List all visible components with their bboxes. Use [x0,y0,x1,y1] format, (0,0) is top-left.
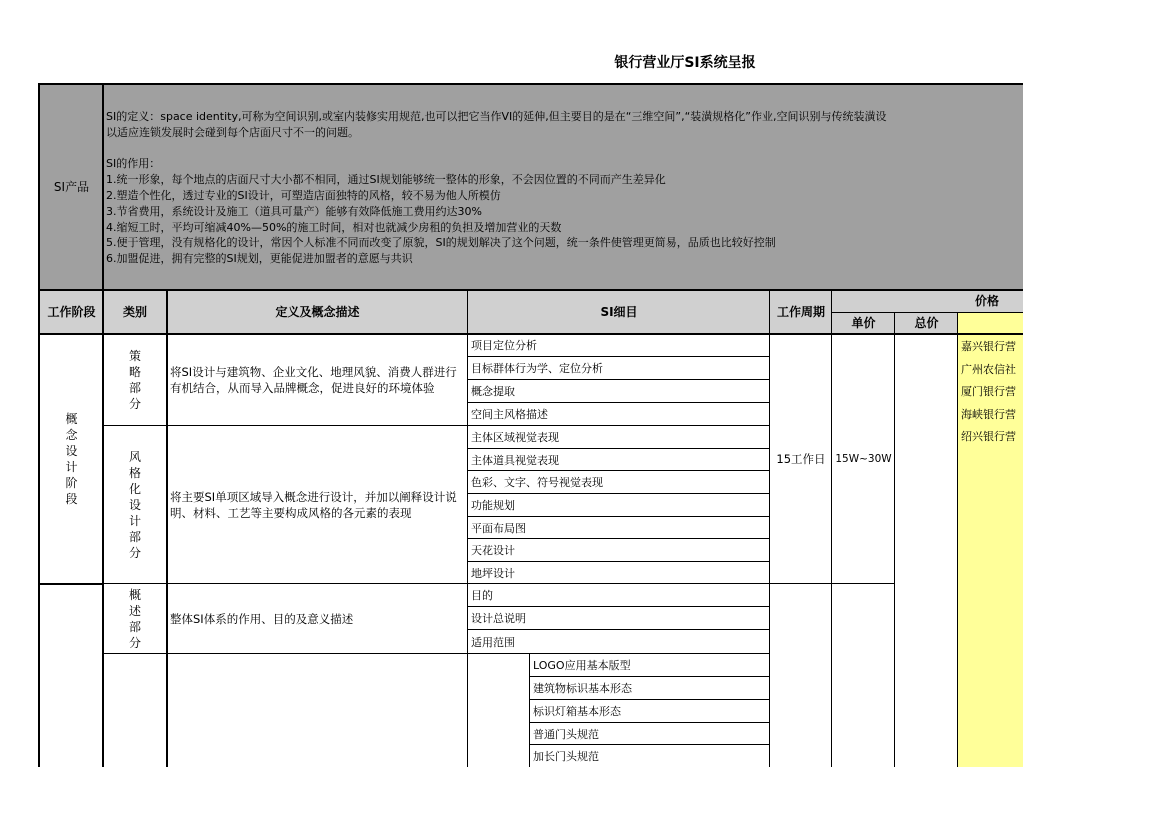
header-unit-price: 单价 [832,312,895,334]
reference-item: 厦门银行营 [961,385,1016,399]
grid-line [529,654,530,767]
grid-line [102,583,468,584]
category-style: 风格化设计部分 [128,450,141,560]
header-category: 类别 [103,290,167,334]
si-detail-item: 色彩、文字、符号视觉表现 [471,476,603,489]
si-detail-item: 目标群体行为学、定位分析 [471,362,603,375]
grid-line [529,699,770,700]
grid-line [529,676,770,677]
si-detail-item: 主体道具视觉表现 [471,453,559,467]
header-definition: 定义及概念描述 [167,290,468,334]
reference-item: 海峡银行营 [961,407,1016,421]
si-detail-item: 目的 [471,589,493,602]
category-strategy: 策略部分 [128,349,141,411]
grid-line [769,583,895,584]
header-si-detail: SI细目 [468,290,770,334]
grid-line [529,722,770,723]
header-stage: 工作阶段 [40,290,103,334]
grid-line [467,583,770,584]
grid-line [467,516,770,517]
grid-line [38,583,102,585]
si-detail-item: 空间主风格描述 [471,408,548,421]
grid-line [467,629,770,630]
si-detail-item: 平面布局图 [471,521,526,535]
si-sub-item: 建筑物标识基本形态 [533,682,632,695]
stage-concept-design: 概念设计阶段 [65,412,78,506]
grid-line [467,606,770,607]
grid-line [166,289,168,767]
grid-line [467,402,770,403]
grid-line [957,312,958,767]
si-detail-item: 主体区域视觉表现 [471,431,559,444]
grid-line [467,561,770,562]
grid-line [38,333,1023,335]
grid-line [467,538,770,539]
si-detail-item: 概念提取 [471,385,515,398]
grid-line [467,289,468,767]
grid-line [831,289,832,767]
si-detail-item: 适用范围 [471,635,515,649]
grid-line [467,470,770,471]
grid-line [467,425,770,426]
reference-item: 嘉兴银行营 [961,340,1016,353]
reference-item: 广州农信社 [961,362,1016,376]
category-overview: 概述部分 [128,588,141,650]
header-reference-blank [958,312,1023,334]
unit-price-concept: 15W~30W [835,452,892,465]
si-product-description: SI的定义：space identity,可称为空间识别,或室内装修实用规范,也可以把它当作VI的延伸,但主要目的是在“三维空间”,“装潢规格化”作业,空间识别与传统装潢设 以适应连锁发展时会碰到每个店面尺寸不一的问题。 SI的作用： 1.统一形象，每个地点的店面尺寸大小都不相同，通过SI规划能够统一整体的形象，不会因位置的不同而产生差异化 2.塑造个性化，透过专业的SI设计，可塑造店面独特的风格，较不易为他人所模仿 3.节省费用，系统设计及施工（道具可量产）能够有效降低施工费用约达30% 4.缩短工时，平均可缩减40%—50%的施工时间，相对也就减少房租的负担及增加营业的天数 5.便于管理，没有规格化的设计，常因个人标准不同而改变了原貌，SI的规划解决了这个问题，统一条件使管理更简易，品质也比较好控制 6.加盟促进，拥有完整的SI规划，更能促进加盟者的意愿与共识 [103,85,1023,290]
definition-overview: 整体SI体系的作用、目的及意义描述 [170,611,354,626]
header-total-price: 总价 [895,312,958,334]
grid-line [467,356,770,357]
grid-line [102,653,468,654]
si-detail-item: 设计总说明 [471,612,526,625]
grid-line [832,312,1023,313]
grid-line [467,493,770,494]
si-detail-item: 功能规划 [471,499,515,512]
header-period: 工作周期 [770,290,832,334]
si-detail-item: 天花设计 [471,544,515,557]
grid-line [467,448,770,449]
si-detail-item: 项目定位分析 [471,339,537,352]
header-price: 价格 [832,290,1023,312]
grid-line [769,289,770,767]
period-concept: 15工作日 [776,451,826,466]
si-product-label: SI产品 [40,85,103,290]
grid-line [38,83,40,767]
reference-column [958,334,1023,767]
grid-line [38,83,1023,85]
si-detail-item: 地坪设计 [471,566,515,580]
definition-strategy: 将SI设计与建筑物、企业文化、地理风貌、消费人群进行有机结合，从而导入品牌概念，促进良好的环境体验 [170,365,457,395]
si-sub-item: 加长门头规范 [533,749,599,763]
grid-line [467,653,770,654]
grid-line [38,289,1023,291]
si-sub-item: 标识灯箱基本形态 [533,705,621,718]
grid-line [529,744,770,745]
si-sub-item: 普通门头规范 [533,727,599,741]
grid-line [102,425,468,426]
si-sub-item: LOGO应用基本版型 [533,659,631,672]
definition-style: 将主要SI单项区域导入概念进行设计，并加以阐释设计说明、材料、工艺等主要构成风格的各元素的表现 [170,490,457,520]
page-title: 银行营业厅SI系统呈报 [614,55,756,71]
reference-item: 绍兴银行营 [961,430,1016,444]
grid-line [894,312,895,767]
grid-line [467,379,770,380]
si-report-table [38,83,1023,767]
